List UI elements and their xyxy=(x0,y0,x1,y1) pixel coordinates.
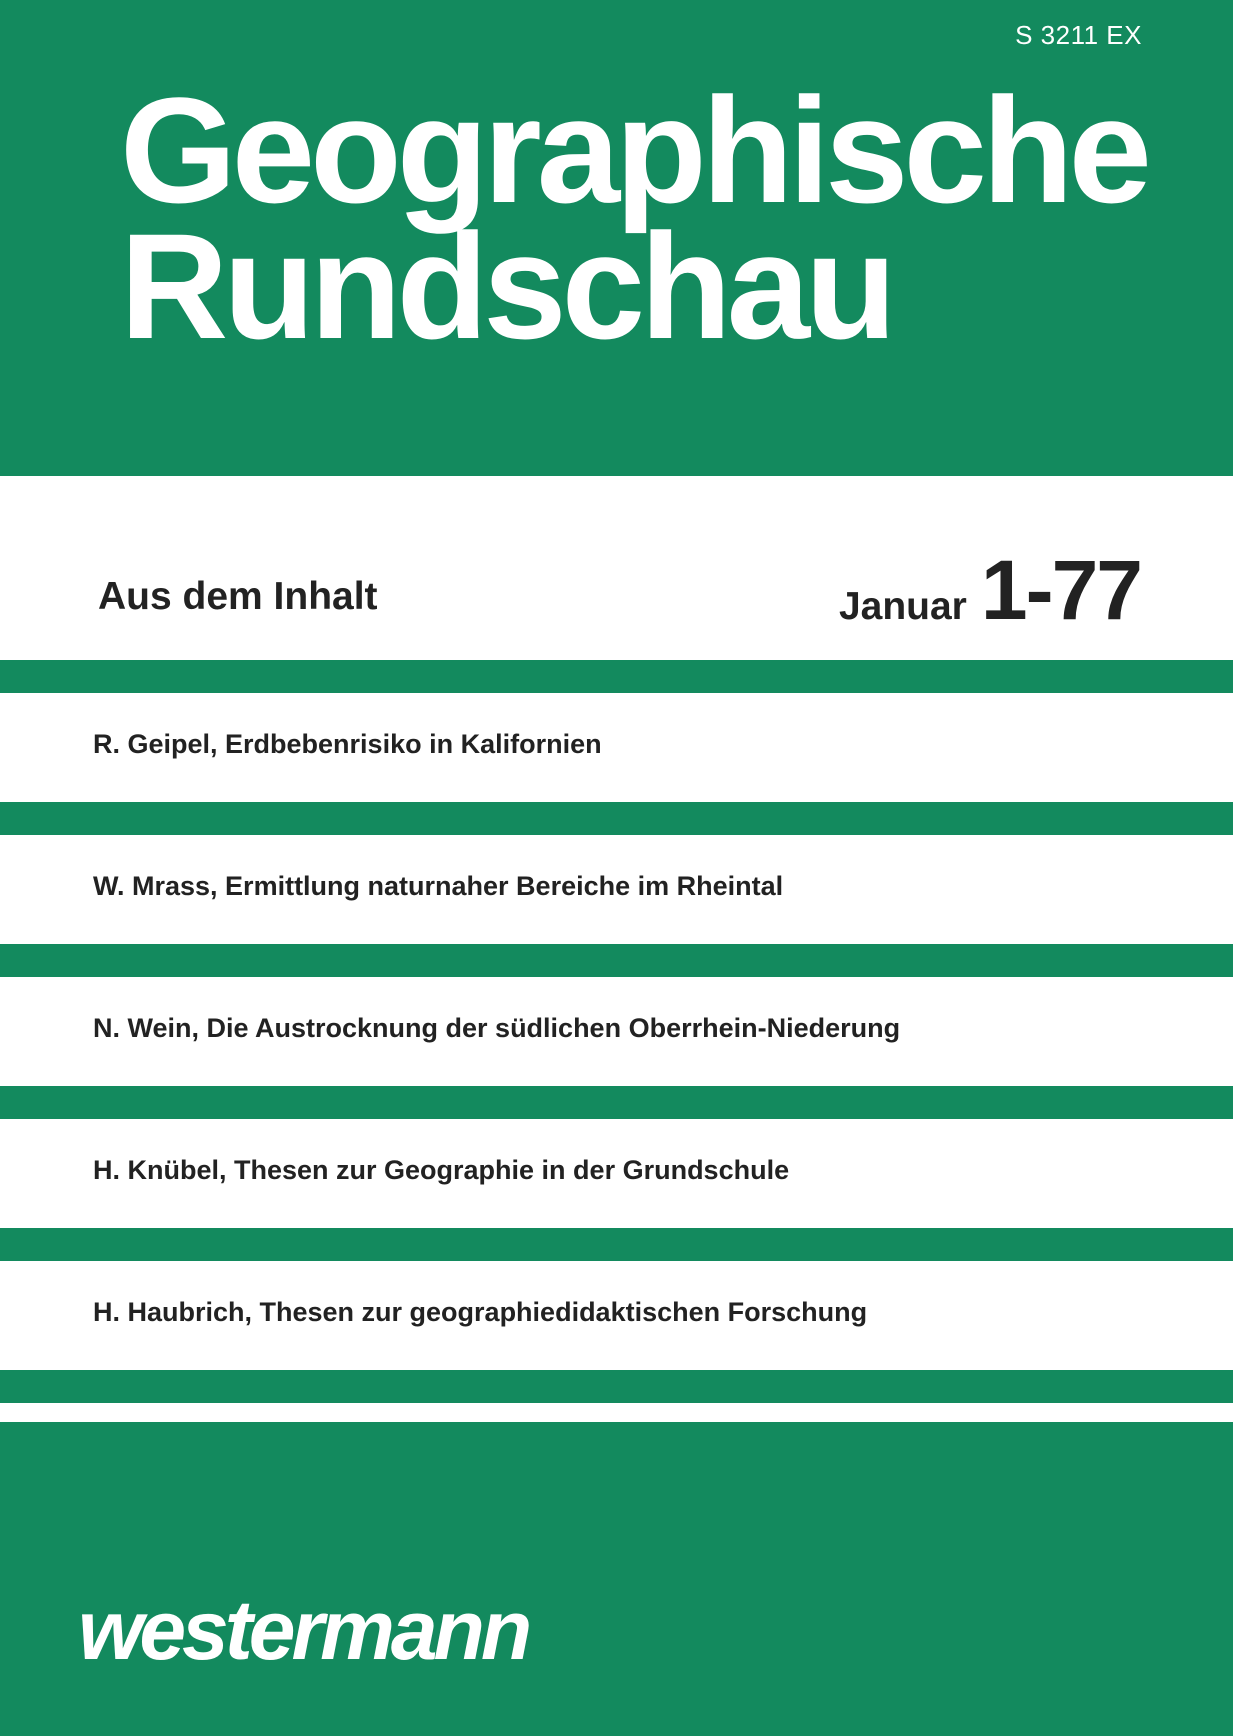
title-line-2: Rundschau xyxy=(120,202,892,370)
contents-heading: Aus dem Inhalt xyxy=(98,575,378,618)
title-block xyxy=(0,0,1233,476)
issue-number: 1-77 xyxy=(980,543,1141,637)
publisher-logo: westermann xyxy=(78,1583,529,1677)
contents-entry: H. Haubrich, Thesen zur geographiedidaktischen Forschung xyxy=(93,1297,868,1327)
title-line-1: Geographische xyxy=(120,66,1147,234)
contents-entry: N. Wein, Die Austrocknung der südlichen Oberrhein-Niederung xyxy=(93,1013,901,1043)
divider-band xyxy=(0,660,1233,693)
divider-band xyxy=(0,1086,1233,1119)
divider-band xyxy=(0,944,1233,977)
divider-band xyxy=(0,1228,1233,1261)
issue-month: Januar xyxy=(838,585,967,628)
contents-entry: R. Geipel, Erdbebenrisiko in Kalifornien xyxy=(93,729,602,759)
contents-entry: W. Mrass, Ermittlung naturnaher Bereiche im Rheintal xyxy=(93,871,784,901)
divider-band xyxy=(0,1370,1233,1403)
divider-band xyxy=(0,802,1233,835)
footer-block xyxy=(0,1422,1233,1736)
contents-entry: H. Knübel, Thesen zur Geographie in der Grundschule xyxy=(93,1155,790,1185)
issue-info xyxy=(839,542,1141,639)
magazine-title xyxy=(120,66,1147,370)
issn-code: S 3211 EX xyxy=(1015,20,1142,50)
